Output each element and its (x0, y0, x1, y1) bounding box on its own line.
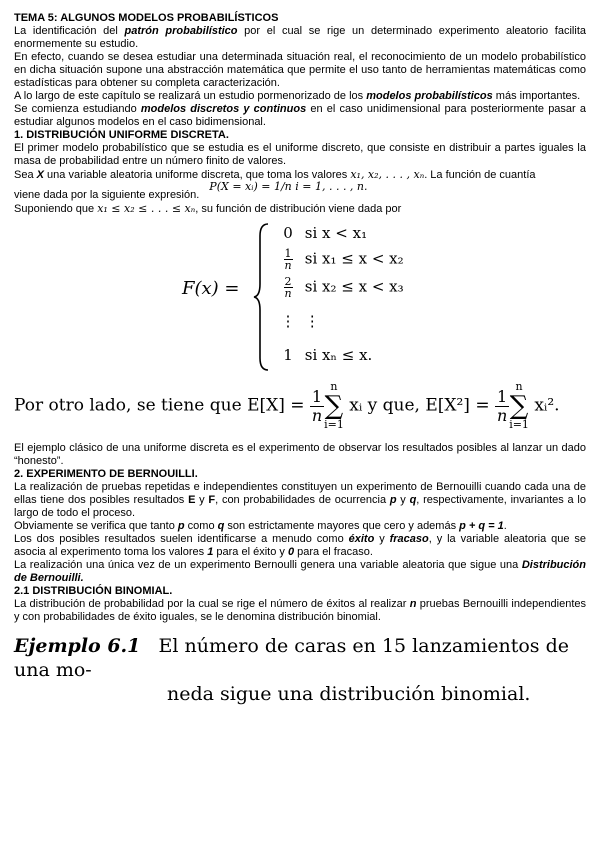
cdf-case-row: 1 si xₙ ≤ x. (283, 346, 373, 364)
expectation-formula: Por otro lado, se tiene que E[X] = $\frac{1}{n}$ n ∑ i=1 xᵢ y que, E[X²] = $\frac{1}{n}$ n ∑ i=1 xᵢ². (14, 380, 560, 431)
section-2-paragraph-3: Los dos posibles resultados suelen identificarse a menudo como éxito y fracaso, y la variable aleatoria que se asocia al experimento toma los valores 1 para el éxito y 0 para el fracaso. (14, 533, 586, 558)
cdf-case-row: 0 si x < x₁ (283, 224, 368, 242)
example-line-1: El número de caras en 15 lanzamientos de una mo- (14, 635, 569, 681)
intro-paragraph-3: A lo largo de este capítulo se realizará un estudio pormenorizado de los modelos probabilísticos más importantes. (14, 90, 581, 102)
section-1-paragraph-4: Suponiendo que x₁ ≤ x₂ ≤ . . . ≤ xₙ, su función de distribución viene dada por (14, 202, 402, 215)
cdf-case-row: ⋮ ⋮ (280, 312, 320, 330)
section-1-paragraph-2: Sea X una variable aleatoria uniforme discreta, que toma los valores x₁, x₂, . . . , xₙ. La función de cuantía (14, 168, 536, 181)
section-2-paragraph-2: Obviamente se verifica que tanto p como q son estrictamente mayores que cero y además p + q = 1. (14, 520, 507, 532)
section-2-heading: 2. EXPERIMENTO DE BERNOUILLI. (14, 468, 198, 480)
section-2-1-paragraph-1: La distribución de probabilidad por la cual se rige el número de éxitos al realizar n pruebas Bernouilli independientes y con probabilidades de éxito iguales, se le denomina distribución binomial. (14, 598, 586, 623)
example-line-2: neda sigue una distribución binomial. (167, 683, 531, 705)
section-1-paragraph-5: El ejemplo clásico de una uniforme discreta es el experimento de observar los resultados posibles al lanzar un dado “honesto”. (14, 442, 586, 467)
cdf-case-row: $\frac{2}{n}$ si x₂ ≤ x < x₃ (284, 275, 404, 300)
section-1-paragraph-1: El primer modelo probabilístico que se estudia es el uniforme discreto, que consiste en distribuir a partes iguales la masa de probabilidad entre un número finito de valores. (14, 142, 586, 167)
section-2-1-heading: 2.1 DISTRIBUCIÓN BINOMIAL. (14, 585, 173, 597)
intro-paragraph-4: Se comienza estudiando modelos discretos y continuos en el caso unidimensional para posteriormente pasar a estudiar algunos modelos en el caso bidimensional. (14, 103, 586, 128)
intro-paragraph-1: La identificación del patrón probabilístico por el cual se rige un determinado experimento aleatorio facilita enormemente su estudio. (14, 25, 586, 50)
example-tag: Ejemplo 6.1 (14, 635, 141, 657)
intro-paragraph-2: En efecto, cuando se desea estudiar una determinada situación real, el reconocimiento de un modelo probabilístico en dicha situación supone una abstracción matemática que permite el uso tanto de herramientas matemáticas como estadísticas para obtener su completa caracterización. (14, 51, 586, 89)
pmf-formula: P(X = xᵢ) = 1/n i = 1, . . . , n. (209, 180, 368, 193)
section-1-heading: 1. DISTRIBUCIÓN UNIFORME DISCRETA. (14, 129, 229, 141)
section-1-paragraph-3: viene dada por la siguiente expresión.P(X = xᵢ) = 1/n i = 1, . . . , n. (14, 180, 368, 201)
cdf-label: F(x) = (182, 278, 240, 299)
example-block (14, 634, 586, 706)
cdf-formula (14, 222, 586, 372)
section-2-paragraph-4: La realización una única vez de un experimento Bernoulli genera una variable aleatoria que sigue una Distribución de Bernouilli. (14, 559, 586, 584)
document-page (14, 12, 586, 706)
left-brace-icon (252, 222, 272, 372)
section-2-paragraph-1: La realización de pruebas repetidas e independientes constituyen un experimento de Bernouilli cuando cada una de ellas tiene dos posibles resultados E y F, con probabilidades de ocurrencia p y q, respectivamente, invariantes a lo largo de todo el proceso. (14, 481, 586, 519)
cdf-case-row: $\frac{1}{n}$ si x₁ ≤ x < x₂ (284, 247, 404, 272)
page-title: TEMA 5: ALGUNOS MODELOS PROBABILÍSTICOS (14, 12, 279, 24)
